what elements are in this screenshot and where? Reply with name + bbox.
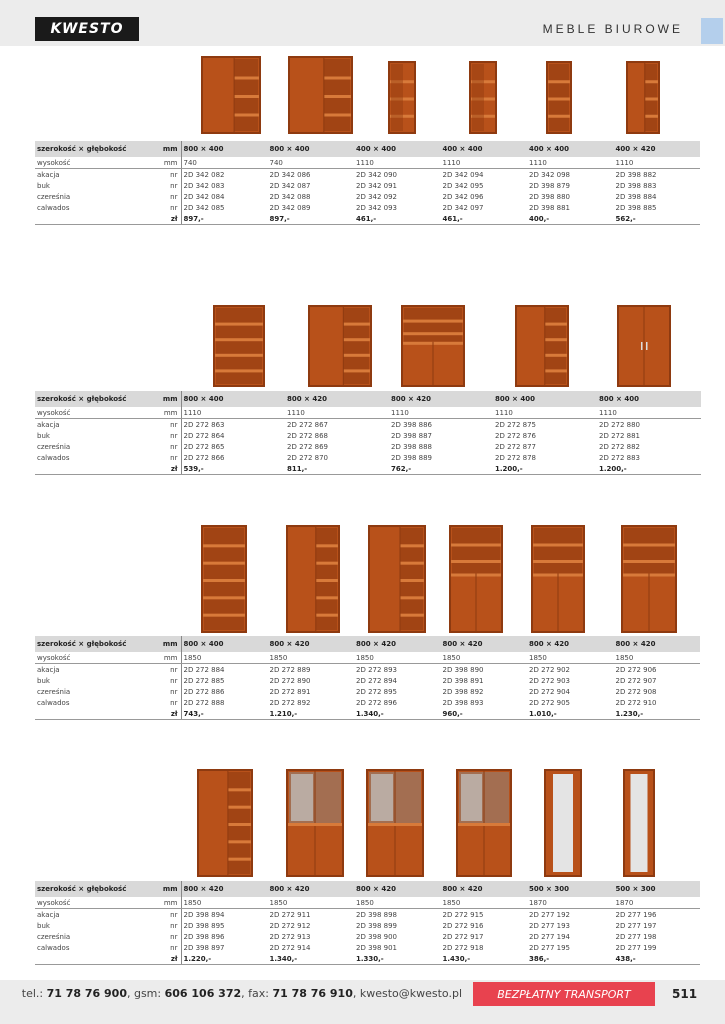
beech-row xyxy=(35,430,701,441)
cherry-cell: 2D 277 194 xyxy=(529,932,571,941)
height-cell: 1850 xyxy=(614,652,701,664)
row-label: czereśnia nr xyxy=(35,191,181,202)
cabinet-image xyxy=(468,60,498,135)
dims-cell: 800 × 420 xyxy=(527,636,614,652)
height-cell: 1110 xyxy=(597,407,701,419)
cherry-cell: 2D 398 900 xyxy=(356,932,398,941)
cabinet-image xyxy=(448,524,504,634)
acacia-cell: 2D 342 086 xyxy=(269,170,311,179)
price-cell: 897,- xyxy=(268,213,355,225)
acacia-cell: 2D 342 090 xyxy=(356,170,398,179)
beech-cell: 2D 272 894 xyxy=(356,676,398,685)
acacia-cell: 2D 342 094 xyxy=(442,170,484,179)
acacia-cell: 2D 272 875 xyxy=(495,420,537,429)
calvados-cell: 2D 398 897 xyxy=(183,943,225,952)
row-label: akacja nr xyxy=(35,664,181,676)
spec-table-2 xyxy=(35,391,701,475)
height-cell: 1850 xyxy=(441,897,528,909)
calvados-row xyxy=(35,942,700,953)
acacia-cell: 2D 272 911 xyxy=(269,910,311,919)
price-cell: 438,- xyxy=(614,953,701,965)
price-cell: 1.200,- xyxy=(493,463,597,475)
acacia-cell: 2D 398 886 xyxy=(391,420,433,429)
height-cell: 1850 xyxy=(354,897,441,909)
row-label: wysokość mm xyxy=(35,652,181,664)
calvados-cell: 2D 277 199 xyxy=(615,943,657,952)
acacia-cell: 2D 272 902 xyxy=(529,665,571,674)
spec-table-4 xyxy=(35,881,700,965)
acacia-cell: 2D 398 890 xyxy=(442,665,484,674)
calvados-cell: 2D 272 870 xyxy=(287,453,329,462)
height-cell: 1850 xyxy=(268,897,355,909)
height-cell: 1110 xyxy=(354,157,441,169)
dims-cell: 800 × 400 xyxy=(181,141,268,157)
dims-cell: 500 × 300 xyxy=(527,881,614,897)
acacia-cell: 2D 342 082 xyxy=(183,170,225,179)
cherry-cell: 2D 272 891 xyxy=(269,687,311,696)
cabinet-image xyxy=(307,304,373,388)
cherry-cell: 2D 398 888 xyxy=(391,442,433,451)
beech-cell: 2D 277 193 xyxy=(529,921,571,930)
cabinet-image xyxy=(625,60,661,135)
price-cell: 461,- xyxy=(354,213,441,225)
height-row xyxy=(35,897,700,909)
beech-cell: 2D 398 895 xyxy=(183,921,225,930)
calvados-cell: 2D 398 893 xyxy=(442,698,484,707)
calvados-cell: 2D 342 085 xyxy=(183,203,225,212)
dims-cell: 800 × 400 xyxy=(493,391,597,407)
price-cell: 1.340,- xyxy=(268,953,355,965)
cherry-cell: 2D 272 882 xyxy=(599,442,641,451)
dims-cell: 400 × 420 xyxy=(614,141,701,157)
cabinet-image xyxy=(367,524,427,634)
calvados-row xyxy=(35,202,700,213)
height-cell: 1110 xyxy=(285,407,389,419)
cabinet-image xyxy=(196,768,254,878)
price-cell: 897,- xyxy=(181,213,268,225)
acacia-cell: 2D 277 192 xyxy=(529,910,571,919)
price-cell: 562,- xyxy=(614,213,701,225)
dims-cell: 800 × 420 xyxy=(354,881,441,897)
cabinet-image xyxy=(620,524,678,634)
beech-cell: 2D 272 903 xyxy=(529,676,571,685)
cabinet-image xyxy=(543,768,583,878)
row-label: calwados nr xyxy=(35,942,181,953)
height-cell: 1850 xyxy=(354,652,441,664)
row-label: akacja nr xyxy=(35,169,181,181)
cabinet-image xyxy=(200,524,248,634)
beech-cell: 2D 272 868 xyxy=(287,431,329,440)
cabinet-image xyxy=(285,524,341,634)
acacia-cell: 2D 398 882 xyxy=(615,170,657,179)
price-cell: 811,- xyxy=(285,463,389,475)
calvados-cell: 2D 398 885 xyxy=(615,203,657,212)
calvados-cell: 2D 272 918 xyxy=(442,943,484,952)
calvados-row xyxy=(35,697,700,708)
acacia-cell: 2D 342 098 xyxy=(529,170,571,179)
row-label: calwados nr xyxy=(35,202,181,213)
cherry-cell: 2D 272 913 xyxy=(269,932,311,941)
cherry-cell: 2D 342 084 xyxy=(183,192,225,201)
calvados-cell: 2D 272 883 xyxy=(599,453,641,462)
beech-cell: 2D 342 087 xyxy=(269,181,311,190)
cherry-cell: 2D 272 869 xyxy=(287,442,329,451)
beech-row xyxy=(35,920,700,931)
row-label: czereśnia nr xyxy=(35,441,181,452)
beech-cell: 2D 342 095 xyxy=(442,181,484,190)
beech-cell: 2D 272 916 xyxy=(442,921,484,930)
beech-cell: 2D 272 864 xyxy=(183,431,225,440)
price-cell: 762,- xyxy=(389,463,493,475)
dims-cell: 400 × 400 xyxy=(441,141,528,157)
price-cell: 1.230,- xyxy=(614,708,701,720)
row-label: buk nr xyxy=(35,675,181,686)
beech-cell: 2D 272 890 xyxy=(269,676,311,685)
calvados-cell: 2D 272 914 xyxy=(269,943,311,952)
calvados-cell: 2D 272 878 xyxy=(495,453,537,462)
dims-cell: 800 × 420 xyxy=(441,636,528,652)
beech-cell: 2D 277 197 xyxy=(615,921,657,930)
acacia-row xyxy=(35,909,700,921)
row-label: zł xyxy=(35,463,181,475)
cherry-cell: 2D 398 880 xyxy=(529,192,571,201)
row-label: zł xyxy=(35,953,181,965)
cherry-cell: 2D 272 877 xyxy=(495,442,537,451)
cherry-cell: 2D 277 198 xyxy=(615,932,657,941)
row-label: wysokość mm xyxy=(35,897,181,909)
cabinet-image xyxy=(285,768,345,878)
beech-row xyxy=(35,675,700,686)
dims-cell: 800 × 400 xyxy=(181,391,285,407)
header-row xyxy=(35,141,700,157)
row-label: czereśnia nr xyxy=(35,686,181,697)
dims-header: szerokość × głębokość mm xyxy=(35,881,181,897)
acacia-cell: 2D 272 867 xyxy=(287,420,329,429)
cherry-cell: 2D 272 865 xyxy=(183,442,225,451)
dims-cell: 800 × 400 xyxy=(597,391,701,407)
calvados-cell: 2D 272 888 xyxy=(183,698,225,707)
dims-cell: 400 × 400 xyxy=(527,141,614,157)
dims-cell: 800 × 420 xyxy=(181,881,268,897)
beech-cell: 2D 398 891 xyxy=(442,676,484,685)
calvados-cell: 2D 272 866 xyxy=(183,453,225,462)
row-label: akacja nr xyxy=(35,909,181,921)
price-cell: 461,- xyxy=(441,213,528,225)
dims-cell: 800 × 420 xyxy=(268,636,355,652)
beech-cell: 2D 398 887 xyxy=(391,431,433,440)
dims-cell: 800 × 420 xyxy=(268,881,355,897)
dims-cell: 500 × 300 xyxy=(614,881,701,897)
height-row xyxy=(35,407,701,419)
price-cell: 400,- xyxy=(527,213,614,225)
price-row xyxy=(35,463,701,475)
product-images-row-4 xyxy=(0,766,725,878)
acacia-cell: 2D 277 196 xyxy=(615,910,657,919)
height-cell: 1850 xyxy=(441,652,528,664)
beech-cell: 2D 272 907 xyxy=(615,676,657,685)
cherry-cell: 2D 398 892 xyxy=(442,687,484,696)
cabinet-image xyxy=(530,524,586,634)
category-title: MEBLE BIUROWE xyxy=(542,22,683,36)
row-label: wysokość mm xyxy=(35,157,181,169)
height-cell: 1110 xyxy=(527,157,614,169)
product-images-row-2 xyxy=(0,300,725,388)
height-row xyxy=(35,652,700,664)
cherry-row xyxy=(35,441,701,452)
dims-cell: 800 × 420 xyxy=(389,391,493,407)
acacia-cell: 2D 272 880 xyxy=(599,420,641,429)
beech-cell: 2D 342 091 xyxy=(356,181,398,190)
cabinet-image xyxy=(287,55,354,135)
price-cell: 1.200,- xyxy=(597,463,701,475)
height-cell: 1110 xyxy=(614,157,701,169)
height-cell: 740 xyxy=(268,157,355,169)
acacia-cell: 2D 272 863 xyxy=(183,420,225,429)
cherry-cell: 2D 342 096 xyxy=(442,192,484,201)
price-cell: 1.220,- xyxy=(181,953,268,965)
height-cell: 1110 xyxy=(389,407,493,419)
acacia-cell: 2D 272 884 xyxy=(183,665,225,674)
cabinet-image xyxy=(400,304,466,388)
acacia-row xyxy=(35,664,700,676)
price-row xyxy=(35,708,700,720)
dims-cell: 800 × 400 xyxy=(181,636,268,652)
acacia-row xyxy=(35,419,701,431)
acacia-cell: 2D 272 893 xyxy=(356,665,398,674)
free-transport-banner: BEZPŁATNY TRANSPORT xyxy=(473,982,655,1006)
dims-header: szerokość × głębokość mm xyxy=(35,636,181,652)
dims-cell: 800 × 400 xyxy=(268,141,355,157)
acacia-cell: 2D 398 894 xyxy=(183,910,225,919)
calvados-cell: 2D 398 901 xyxy=(356,943,398,952)
row-label: wysokość mm xyxy=(35,407,181,419)
calvados-cell: 2D 342 089 xyxy=(269,203,311,212)
row-label: calwados nr xyxy=(35,697,181,708)
page-number: 511 xyxy=(672,987,698,1001)
price-cell: 1.210,- xyxy=(268,708,355,720)
acacia-cell: 2D 272 915 xyxy=(442,910,484,919)
calvados-cell: 2D 398 889 xyxy=(391,453,433,462)
dims-cell: 800 × 420 xyxy=(285,391,389,407)
height-row xyxy=(35,157,700,169)
cherry-cell: 2D 398 884 xyxy=(615,192,657,201)
cherry-cell: 2D 272 895 xyxy=(356,687,398,696)
calvados-cell: 2D 277 195 xyxy=(529,943,571,952)
acacia-cell: 2D 272 889 xyxy=(269,665,311,674)
header-row xyxy=(35,391,701,407)
beech-cell: 2D 398 883 xyxy=(615,181,657,190)
calvados-cell: 2D 342 097 xyxy=(442,203,484,212)
dims-cell: 800 × 420 xyxy=(441,881,528,897)
row-label: buk nr xyxy=(35,180,181,191)
cabinet-image xyxy=(387,60,417,135)
product-images-row-1 xyxy=(0,55,725,135)
cherry-cell: 2D 342 092 xyxy=(356,192,398,201)
kwesto-logo: KWESTO xyxy=(35,17,139,41)
row-label: akacja nr xyxy=(35,419,181,431)
cabinet-image xyxy=(622,768,656,878)
beech-cell: 2D 342 083 xyxy=(183,181,225,190)
price-cell: 539,- xyxy=(181,463,285,475)
calvados-cell: 2D 272 896 xyxy=(356,698,398,707)
cherry-cell: 2D 398 896 xyxy=(183,932,225,941)
beech-cell: 2D 398 879 xyxy=(529,181,571,190)
cherry-cell: 2D 272 917 xyxy=(442,932,484,941)
cherry-row xyxy=(35,686,700,697)
price-cell: 1.340,- xyxy=(354,708,441,720)
row-label: zł xyxy=(35,213,181,225)
chapter-tab xyxy=(701,18,723,44)
spec-table-1 xyxy=(35,141,700,225)
price-cell: 1.430,- xyxy=(441,953,528,965)
header-row xyxy=(35,881,700,897)
price-row xyxy=(35,953,700,965)
beech-cell: 2D 272 885 xyxy=(183,676,225,685)
acacia-row xyxy=(35,169,700,181)
price-cell: 386,- xyxy=(527,953,614,965)
height-cell: 1110 xyxy=(181,407,285,419)
height-cell: 1850 xyxy=(181,897,268,909)
cherry-cell: 2D 342 088 xyxy=(269,192,311,201)
row-label: buk nr xyxy=(35,920,181,931)
acacia-cell: 2D 272 906 xyxy=(615,665,657,674)
row-label: czereśnia nr xyxy=(35,931,181,942)
beech-cell: 2D 398 899 xyxy=(356,921,398,930)
cabinet-image xyxy=(616,304,672,388)
calvados-cell: 2D 272 905 xyxy=(529,698,571,707)
row-label: zł xyxy=(35,708,181,720)
dims-header: szerokość × głębokość mm xyxy=(35,391,181,407)
beech-row xyxy=(35,180,700,191)
beech-cell: 2D 272 881 xyxy=(599,431,641,440)
cherry-row xyxy=(35,191,700,202)
height-cell: 740 xyxy=(181,157,268,169)
row-label: buk nr xyxy=(35,430,181,441)
dims-cell: 800 × 420 xyxy=(354,636,441,652)
price-cell: 1.330,- xyxy=(354,953,441,965)
contact-info: tel.: 71 78 76 900, gsm: 606 106 372, fax: 71 78 76 910, kwesto@kwesto.pl xyxy=(21,987,462,1000)
acacia-cell: 2D 398 898 xyxy=(356,910,398,919)
calvados-cell: 2D 398 881 xyxy=(529,203,571,212)
spec-table-3 xyxy=(35,636,700,720)
cherry-row xyxy=(35,931,700,942)
cabinet-image xyxy=(365,768,425,878)
calvados-row xyxy=(35,452,701,463)
height-cell: 1870 xyxy=(614,897,701,909)
price-cell: 1.010,- xyxy=(527,708,614,720)
cherry-cell: 2D 272 886 xyxy=(183,687,225,696)
header-row xyxy=(35,636,700,652)
beech-cell: 2D 272 912 xyxy=(269,921,311,930)
price-cell: 960,- xyxy=(441,708,528,720)
dims-header: szerokość × głębokość mm xyxy=(35,141,181,157)
cabinet-image xyxy=(200,55,262,135)
dims-cell: 400 × 400 xyxy=(354,141,441,157)
calvados-cell: 2D 272 910 xyxy=(615,698,657,707)
cabinet-image xyxy=(545,60,573,135)
beech-cell: 2D 272 876 xyxy=(495,431,537,440)
dims-cell: 800 × 420 xyxy=(614,636,701,652)
price-cell: 743,- xyxy=(181,708,268,720)
cabinet-image xyxy=(455,768,513,878)
product-images-row-3 xyxy=(0,522,725,634)
cherry-cell: 2D 272 904 xyxy=(529,687,571,696)
height-cell: 1110 xyxy=(493,407,597,419)
cabinet-image xyxy=(212,304,266,388)
height-cell: 1110 xyxy=(441,157,528,169)
cabinet-image xyxy=(514,304,570,388)
height-cell: 1850 xyxy=(181,652,268,664)
row-label: calwados nr xyxy=(35,452,181,463)
price-row xyxy=(35,213,700,225)
cherry-cell: 2D 272 908 xyxy=(615,687,657,696)
height-cell: 1850 xyxy=(268,652,355,664)
height-cell: 1870 xyxy=(527,897,614,909)
calvados-cell: 2D 272 892 xyxy=(269,698,311,707)
height-cell: 1850 xyxy=(527,652,614,664)
calvados-cell: 2D 342 093 xyxy=(356,203,398,212)
